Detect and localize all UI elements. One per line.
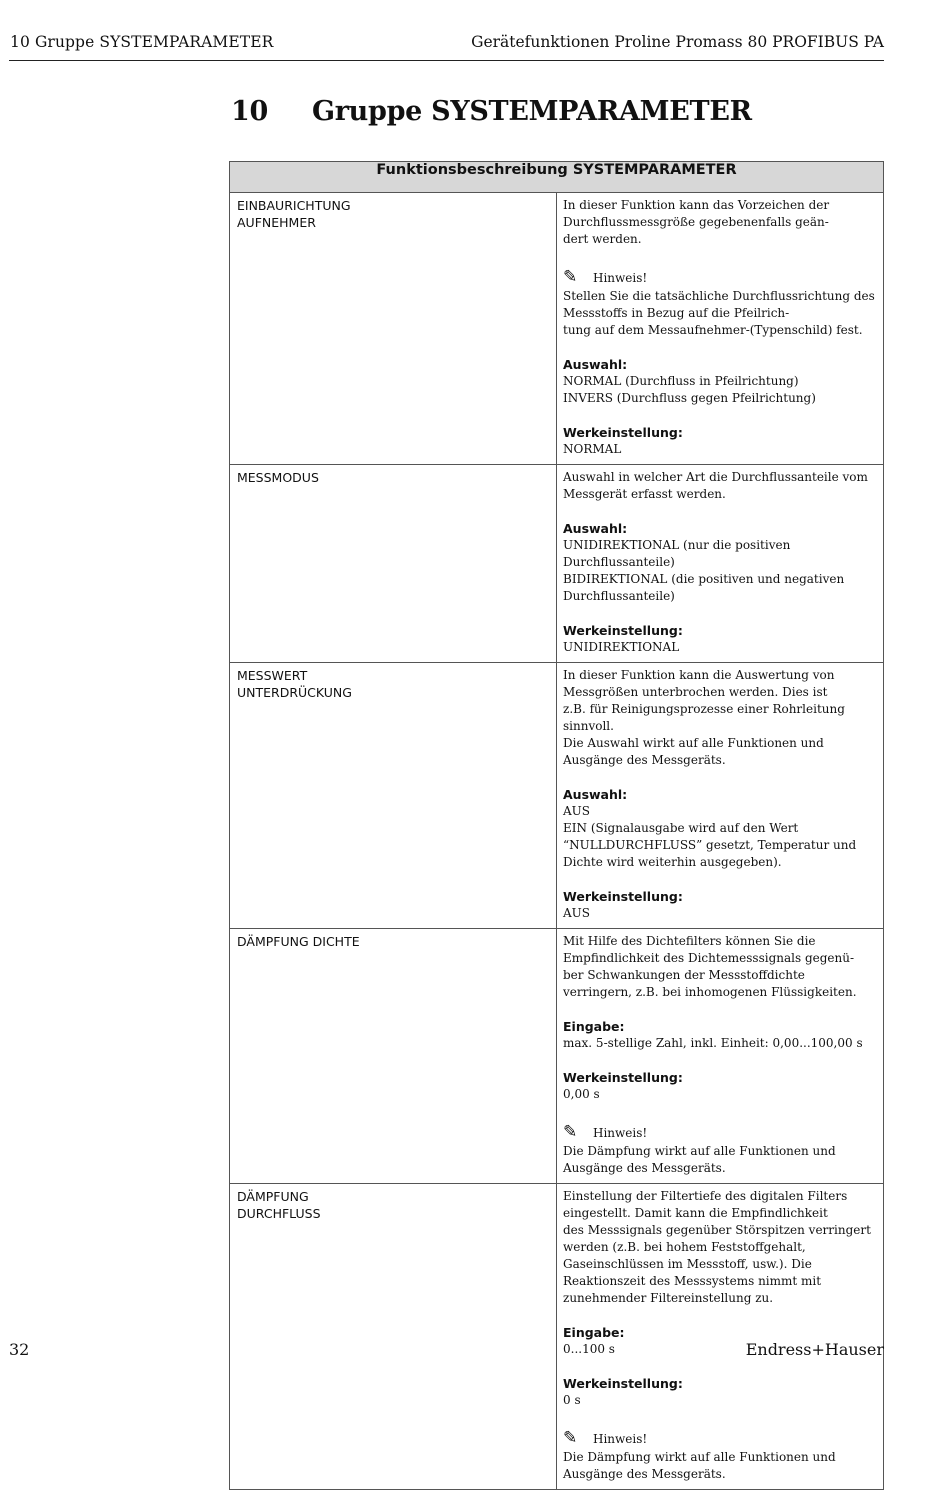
default-value: AUS [563,906,590,920]
description-intro: In dieser Funktion kann das Vorzeichen der Durchflussmessgröße gegebenenfalls geän- dert werden. [563,198,830,246]
default-value: 0,00 s [563,1087,600,1101]
selection-label: Auswahl: [563,787,628,802]
note-text: Stellen Sie die tatsächliche Durchflussrichtung des Messstoffs in Bezug auf die Pfeilrich- tung auf dem Messaufnehmer-(Typenschild) fest. [563,289,875,337]
default-label: Werkeinstellung: [563,1376,683,1391]
function-name [230,929,557,1184]
note-text: Die Dämpfung wirkt auf alle Funktionen und Ausgänge des Messgeräts. [563,1450,836,1481]
selection-options: UNIDIREKTIONAL (nur die positiven Durchflussanteile) BIDIREKTIONAL (die positiven und negativen Durchflussanteile) [563,538,845,603]
note-text: Die Dämpfung wirkt auf alle Funktionen und Ausgänge des Messgeräts. [563,1144,836,1175]
chapter-title: Gruppe SYSTEMPARAMETER [312,96,752,127]
function-description [557,193,884,465]
page-number: 32 [9,1340,30,1359]
brand-name: Endress+Hauser [745,1340,884,1359]
function-description [557,465,884,663]
default-label: Werkeinstellung: [563,889,683,904]
input-range: 0...100 s [563,1342,615,1356]
table-row [230,663,884,929]
note-heading [563,1426,876,1449]
spacer [563,605,876,622]
pencil-icon: ✎ [563,1428,578,1448]
spacer [563,1358,876,1375]
chapter-heading [231,96,752,127]
input-label: Eingabe: [563,1325,625,1340]
description-intro: Auswahl in welcher Art die Durchflussanteile vom Messgerät erfasst werden. [563,470,868,501]
selection-options: AUS EIN (Signalausgabe wird auf den Wert “NULLDURCHFLUSS” gesetzt, Temperatur und Dichte wird weiterhin ausgegeben). [563,804,857,869]
note-label: Hinweis! [593,1126,648,1140]
spacer [563,339,876,356]
table-row [230,193,884,465]
spacer [563,1409,876,1426]
spacer [563,248,876,265]
spacer [563,871,876,888]
function-name [230,193,557,465]
pencil-icon: ✎ [563,267,578,287]
chapter-number: 10 [231,96,268,127]
default-value: UNIDIREKTIONAL [563,640,680,654]
table-row [230,929,884,1184]
default-value: 0 s [563,1393,581,1407]
note-heading [563,1120,876,1143]
function-description [557,1184,884,1490]
table-header-row [230,162,884,193]
selection-label: Auswahl: [563,521,628,536]
description-intro: Einstellung der Filtertiefe des digitalen Filters eingestellt. Damit kann die Empfindlichkeit des Messsignals gegenüber Störspitzen verringert werden (z.B. bei hohem Feststoffgehalt, Gaseinschlüssen im Messstoff, usw.). Die Reaktionszeit des Messsystems nimmt mit zunehmender Filtereinstellung zu. [563,1189,871,1305]
table-row [230,1184,884,1490]
spacer [563,1001,876,1018]
default-label: Werkeinstellung: [563,1070,683,1085]
spacer [563,769,876,786]
function-name [230,465,557,663]
spacer [563,503,876,520]
running-header-chapter: 10 Gruppe SYSTEMPARAMETER [10,33,274,51]
header-rule [9,60,884,61]
table-title: Funktionsbeschreibung SYSTEMPARAMETER [230,162,884,193]
function-name-text: DÄMPFUNG DICHTE [237,934,360,949]
description-intro: In dieser Funktion kann die Auswertung von Messgrößen unterbrochen werden. Dies ist z.B. für Reinigungsprozesse einer Rohrleitung sinnvoll. Die Auswahl wirkt auf alle Funktionen und Ausgänge des Messgeräts. [563,668,845,767]
spacer [563,1103,876,1120]
function-name [230,1184,557,1490]
default-value: NORMAL [563,442,622,456]
note-label: Hinweis! [593,1432,648,1446]
spacer [563,407,876,424]
default-label: Werkeinstellung: [563,425,683,440]
function-description [557,663,884,929]
running-header-title: Gerätefunktionen Proline Promass 80 PROFIBUS PA [471,33,884,51]
function-name [230,663,557,929]
default-label: Werkeinstellung: [563,623,683,638]
input-label: Eingabe: [563,1019,625,1034]
note-heading [563,265,876,288]
function-name-text: MESSMODUS [237,470,319,485]
function-name-text: DÄMPFUNG DURCHFLUSS [237,1189,321,1221]
pencil-icon: ✎ [563,1122,578,1142]
function-name-text: EINBAURICHTUNG AUFNEHMER [237,198,351,230]
function-table [229,161,884,1490]
selection-options: NORMAL (Durchfluss in Pfeilrichtung) INVERS (Durchfluss gegen Pfeilrichtung) [563,374,816,405]
function-name-text: MESSWERT UNTERDRÜCKUNG [237,668,352,700]
description-intro: Mit Hilfe des Dichtefilters können Sie die Empfindlichkeit des Dichtemesssignals gegenü- ber Schwankungen der Messstoffdichte verringern, z.B. bei inhomogenen Flüssigkeiten. [563,934,857,999]
note-label: Hinweis! [593,271,648,285]
spacer [563,1052,876,1069]
selection-label: Auswahl: [563,357,628,372]
function-description [557,929,884,1184]
table-row [230,465,884,663]
spacer [563,1307,876,1324]
input-range: max. 5-stellige Zahl, inkl. Einheit: 0,00...100,00 s [563,1036,863,1050]
